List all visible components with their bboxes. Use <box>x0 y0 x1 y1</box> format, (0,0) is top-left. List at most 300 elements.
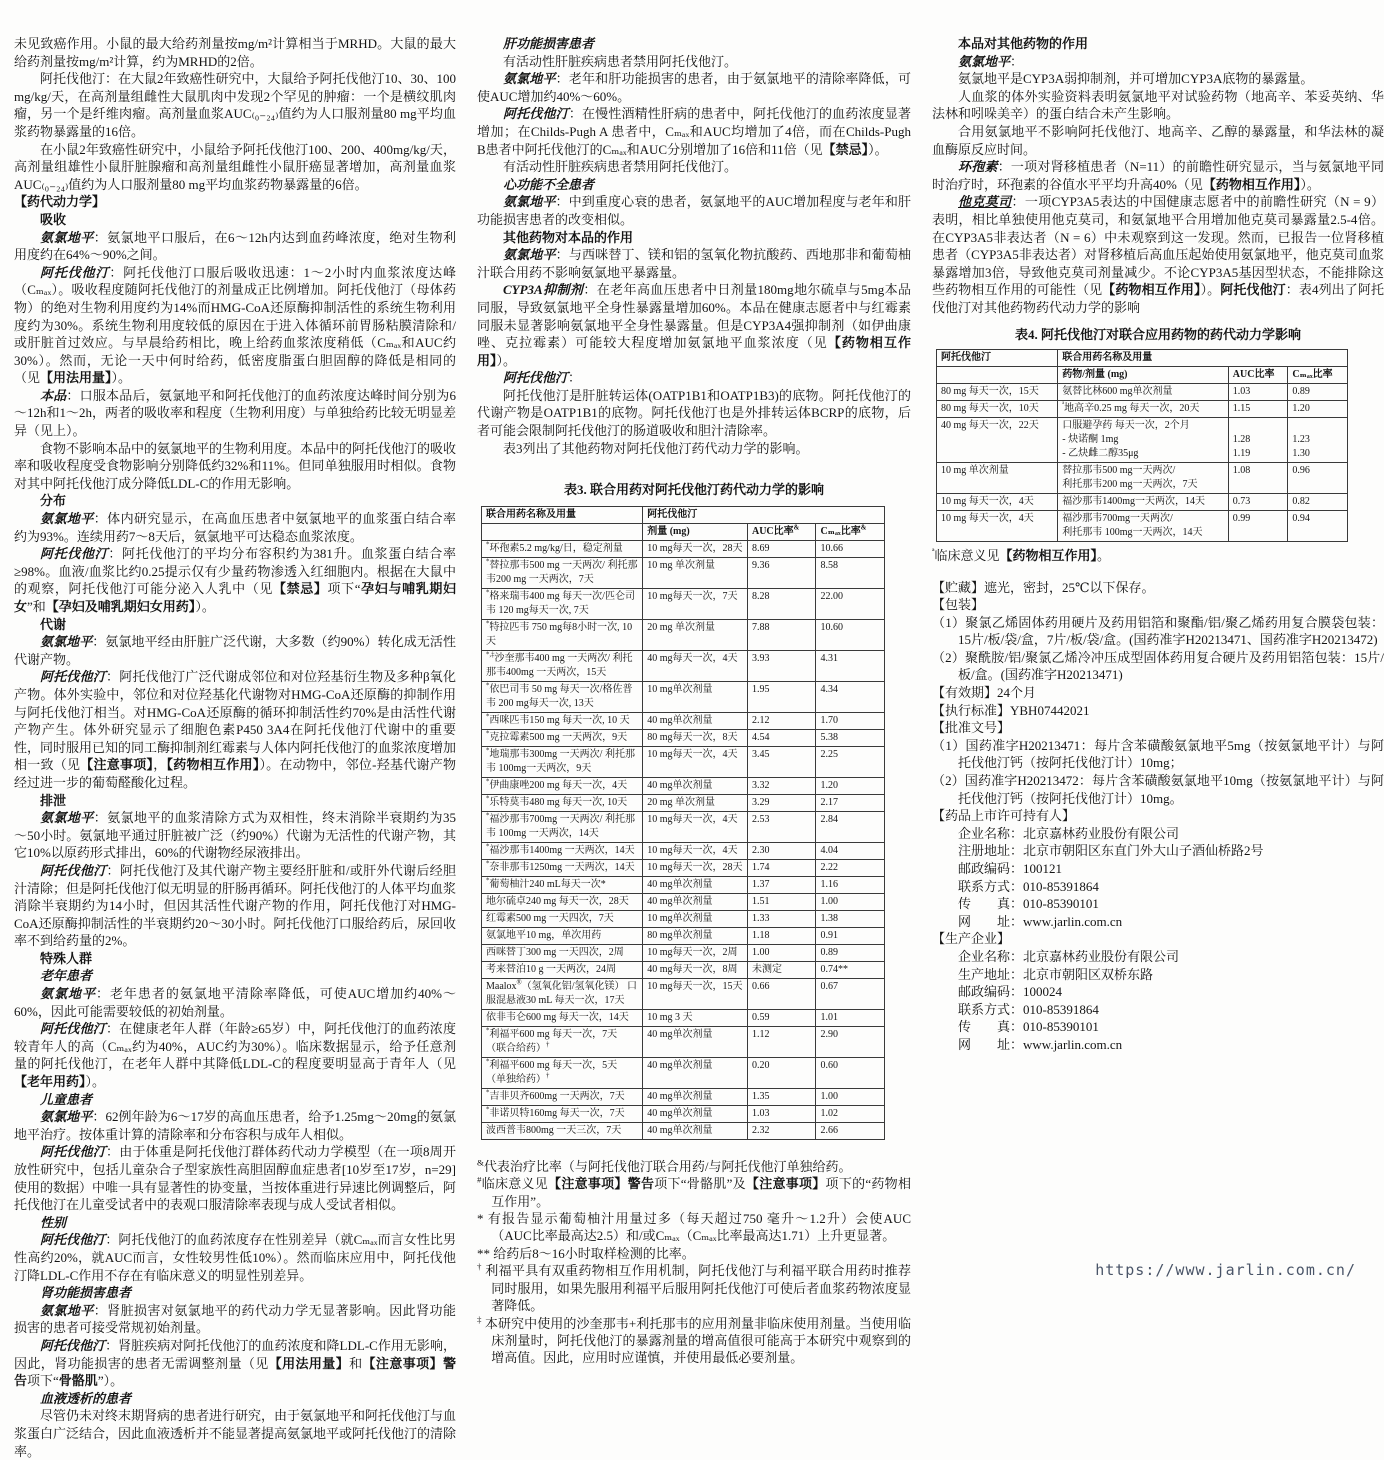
paragraph <box>932 88 1384 123</box>
text-run: 1.15 <box>1232 403 1251 415</box>
text-run: 20 mg 单次剂量 <box>647 621 715 633</box>
text-run: 40 mg每天一次，8周 <box>647 963 738 975</box>
table-cell <box>747 729 816 746</box>
table-cell <box>747 859 816 876</box>
table-cell <box>747 777 816 794</box>
text-emphasis: 孕妇与哺乳期妇女 <box>14 581 456 614</box>
text-run: 40 mg单次剂量 <box>647 878 713 890</box>
text-run: 食物不影响本品中的氨氯地平的生物利用度。本品中的阿托伐他汀的吸收率和吸收程度受食物影响分别降低约32%和11%。但同单独服用时相似。食物对其中阿托伐他汀成分降低LDL-C的作用无影响。 <box>14 440 457 491</box>
text-run: 联系方式：010-85391864 <box>958 878 1099 894</box>
text-emphasis: 阿托伐他汀 <box>40 264 110 280</box>
text-run: 利托那韦200 mg一天两次，7天 <box>1062 479 1198 491</box>
address-line <box>932 842 1384 860</box>
table-row <box>482 712 885 729</box>
text-emphasis: 特殊人群 <box>40 950 93 966</box>
text-run: 1.12 <box>751 1028 770 1040</box>
text-run: ：在老年高血压患者中日剂量180mg地尔硫卓与5mg本品同服，导致氨氯地平全身性暴露量增加60%。本品在健康志愿者中与红霉素同服未显著影响氨氯地平全身性暴露量。但是CYP3A4强抑制剂（如伊曲康唑、克拉霉素）可能较大程度增加氨氯地平血浆浓度（见 <box>477 282 911 351</box>
table-cell <box>816 876 885 893</box>
paragraph <box>14 1091 456 1109</box>
table-cell <box>816 893 885 910</box>
text-run: 替拉那韦500 mg 一天两次/ 利托那韦200 mg 一天两次，7天 <box>486 559 638 585</box>
table-header-cell <box>643 523 748 540</box>
text-run: 替拉那韦500 mg一天两次/ <box>1062 465 1176 477</box>
table-cell <box>482 588 643 619</box>
table-cell <box>937 384 1058 401</box>
text-run: 吉非贝齐600mg 一天两次，7天 <box>489 1090 625 1102</box>
paragraph <box>932 930 1384 948</box>
table-cell <box>482 978 643 1009</box>
text-run: ：在慢性酒精性肝病的患者中，阿托伐他汀的血药浓度显著增加；在Childs-Pugh A 患者中，Cₘₐₓ和AUC均增加了4倍，而在Childs-Pugh B患者中阿托伐他汀的Cₘₐₓ和AUC分别增加了16倍和11倍（见 <box>477 106 911 157</box>
paragraph <box>14 1143 456 1213</box>
list-item <box>932 649 1384 684</box>
text-run: ”和 <box>27 599 46 614</box>
text-run: ：中到重度心衰的患者，氨氯地平的AUC增加程度与老年和肝功能损害患者的改变相似。 <box>477 194 911 227</box>
text-run: 10 mg每天一次，2周 <box>647 946 738 958</box>
table-cell <box>643 893 748 910</box>
text-emphasis: 肝功能损害患者 <box>503 36 595 51</box>
table-cell <box>747 588 816 619</box>
table-row <box>482 1009 885 1026</box>
text-run: 生产地址：北京市朝阳区双桥东路 <box>958 966 1154 982</box>
table-cell <box>643 1026 748 1057</box>
text-run: 网 址：www.jarlin.com.cn <box>958 913 1123 929</box>
text-run: 0.59 <box>751 1011 770 1023</box>
table-cell <box>816 1026 885 1057</box>
text-run: 40 mg 每天一次，22天 <box>941 420 1039 432</box>
paragraph <box>14 545 456 615</box>
text-run: 邮政编码：100121 <box>958 861 1063 876</box>
table-row <box>482 588 885 619</box>
text-run: ）。 <box>868 141 888 157</box>
text-run: 10 mg每天一次，28天 <box>647 542 743 554</box>
text-emphasis: 【禁忌】 <box>822 141 869 157</box>
text-run: ： <box>1010 53 1024 69</box>
paragraph <box>14 1284 456 1302</box>
table-row <box>482 619 885 650</box>
table-cell <box>1228 418 1288 463</box>
watermark-url: https://www.jarlin.com.cn/ <box>1095 1261 1356 1279</box>
text-emphasis: 警告 <box>627 1176 655 1192</box>
table-row <box>937 511 1348 542</box>
text-run: 2.25 <box>820 748 838 760</box>
table-cell <box>643 910 748 927</box>
paragraph <box>14 1302 456 1337</box>
table-cell <box>482 910 643 927</box>
text-emphasis: 氨氯地平 <box>40 986 96 1002</box>
text-emphasis: 阿托伐他汀 <box>40 1144 107 1160</box>
text-run: 1.03 <box>751 1107 770 1119</box>
text-run: 1.00 <box>820 895 838 907</box>
text-run: 2.66 <box>820 1124 838 1136</box>
list-item <box>932 772 1384 807</box>
table-row <box>482 729 885 746</box>
text-run: 0.66 <box>751 980 770 992</box>
table-cell <box>643 588 748 619</box>
text-run: （1）聚氯乙烯固体药用硬片及药用铝箔和聚酯/铝/聚乙烯药用复合膜袋包装：15片/板/袋/盒，7片/板/袋/盒。(国药准字H20213471、国药准字H20213472) <box>932 614 1384 648</box>
table-cell <box>816 944 885 961</box>
address-line <box>932 878 1384 896</box>
text-run: 40 mg单次剂量 <box>647 1059 713 1071</box>
paragraph <box>932 684 1384 702</box>
text-emphasis: 药物/剂量 (mg) <box>1062 369 1128 381</box>
text-run: 10 mg 单次剂量 <box>941 465 1009 477</box>
table-cell <box>482 1057 643 1088</box>
table-cell <box>816 619 885 650</box>
table-cell <box>747 927 816 944</box>
text-emphasis: * <box>486 1089 490 1097</box>
table-cell <box>482 1009 643 1026</box>
text-run: 7.88 <box>751 621 770 633</box>
paragraph <box>477 387 911 440</box>
table-header-cell <box>747 523 816 540</box>
paragraph <box>932 35 1384 53</box>
text-emphasis: * <box>486 747 490 755</box>
table-row <box>482 859 885 876</box>
table-cell <box>643 650 748 681</box>
text-emphasis: 氨氯地平 <box>958 53 1011 69</box>
table-cell <box>816 1105 885 1122</box>
text-run: 企业名称：北京嘉林药业股份有限公司 <box>958 825 1180 841</box>
column-right <box>932 35 1384 1295</box>
table-cell <box>816 927 885 944</box>
text-run: 10 mg每天一次，15天 <box>647 980 743 992</box>
text-run: （2）聚酰胺/铝/聚氯乙烯冷冲压成型固体药用复合硬片及药用铝箔包装：15片/板/盒。(国药准字H20213471) <box>932 649 1384 683</box>
text-run: 1.33 <box>751 912 770 924</box>
table-title <box>477 481 911 499</box>
text-emphasis: 阿托伐他汀 <box>40 1232 106 1248</box>
paragraph <box>477 193 911 228</box>
text-run: ：与西咪替丁、镁和铝的氢氧化物抗酸药、西地那非和葡萄柚汁联合用药不影响氨氯地平暴露量。 <box>477 247 911 280</box>
text-run: ：一项对肾移植患者（N=11）的前瞻性研究显示，当与氨氯地平同时治疗时，环孢素的谷值水平平均升高40%（见 <box>932 159 1384 192</box>
table-cell <box>643 944 748 961</box>
text-run: 阿托伐他汀是肝脏转运体(OATP1B1和OATP1B3)的底物。阿托伐他汀的代谢产物是OATP1B1的底物。阿托伐他汀也是外排转运体BCRP的底物，后者可能会限制阿托伐他汀的肠道吸收和胆汁清除率。 <box>477 387 911 439</box>
text-run: 【执行标准】YBH07442021 <box>932 702 1090 718</box>
paragraph <box>14 668 456 791</box>
text-emphasis: 肾功能损害患者 <box>40 1285 132 1301</box>
table-cell <box>643 978 748 1009</box>
table-cell <box>482 1026 643 1057</box>
text-run: 80 mg 每天一次，15天 <box>941 386 1039 398</box>
table-cell <box>937 401 1058 418</box>
text-run: 伊曲康唑200 mg 每天一次，4天 <box>489 779 628 791</box>
text-run: ：阿托伐他汀的血药浓度存在性别差异（就Cₘₐₓ而言女性比男性高约20%，就AUC而言，女性较男性低10%）。然而临床应用中，阿托伐他汀降LDL-C作用不存在有临床意义的明显性别差异。 <box>14 1232 456 1283</box>
text-run: 1.00 <box>751 946 770 958</box>
text-run: 0.89 <box>1292 386 1310 398</box>
text-emphasis: 表4. 阿托伐他汀对联合应用药物的药代动力学影响 <box>1014 326 1301 342</box>
text-run: 1.35 <box>751 1090 770 1102</box>
text-run: 1.28 <box>1232 434 1251 446</box>
text-emphasis: 联合用药名称及用量 <box>486 508 576 520</box>
table-cell <box>816 811 885 842</box>
text-run: ）。 <box>1300 176 1320 192</box>
text-run: ：阿托伐他汀口服后吸收迅速：1～2小时内血浆浓度达峰（Cₘₐₓ）。吸收程度随阿托伐他汀的剂量成正比例增加。阿托伐他汀（母体药物）的绝对生物利用度约为14%而HMG-CoA还原酶抑制活性的系统生物利用度约为30%。系统生物利用度较低的原因在于进入体循环前胃肠粘膜清除和/或肝脏首过效应。与早晨给药相比，晚上给药血浆浓度稍低（Cₘₐₓ和AUC约30%）。然而，无论一天中何时给药，低密度脂蛋白胆固醇的降低是相同的（见 <box>14 264 456 386</box>
text-run: 40 mg单次剂量 <box>647 714 713 726</box>
text-run: ** 给药后8～16小时取样检测的比率。 <box>477 1245 695 1261</box>
text-run: 10 mg 每天一次，4天 <box>941 513 1034 525</box>
text-run: * 有报告显示葡萄柚汁用量过多（每天超过750 毫升～1.2升）会使AUC（AUC比率最高达2.5）和/或Cₘₐₓ（Cₘₐₓ比率最高达1.71）上升更显著。 <box>477 1211 911 1244</box>
table-cell <box>482 811 643 842</box>
text-run: 代表治疗比率（与阿托伐他汀联合用药/与阿托伐他汀单独给药。 <box>483 1158 852 1174</box>
text-run: 3.32 <box>751 779 770 791</box>
text-run: ）。 <box>85 1074 106 1090</box>
paragraph <box>932 53 1384 71</box>
text-emphasis: CYP3A抑制剂 <box>503 282 584 298</box>
text-run: 【药品上市许可持有人】 <box>932 808 1076 824</box>
table-cell <box>482 859 643 876</box>
table-cell <box>482 650 643 681</box>
paragraph <box>14 616 456 634</box>
text-emphasis: 【注意事项】 <box>80 757 154 773</box>
table-cell <box>1288 511 1348 542</box>
list-item <box>932 737 1384 772</box>
table-cell <box>482 927 643 944</box>
text-run: 40 mg每天一次，4天 <box>647 652 738 664</box>
text-run: ：阿托伐他汀广泛代谢成邻位和对位羟基衍生物及多种β氧化产物。体外实验中，邻位和对位羟基化代谢物对HMG-CoA还原酶的抑制作用与阿托伐他汀相当。对HMG-CoA还原酶的循环抑制活性约70%是由活性代谢产物产生。体外研究显示了细胞色素P450 3A4在阿托伐他汀代谢中的重要性，同时服用已知的同工酶抑制剂红霉素与人体内阿托伐他汀的血浆浓度增加相一致（见 <box>14 669 457 773</box>
text-run: 0.96 <box>1292 465 1310 477</box>
text-emphasis: 【药物相互作用】 <box>999 548 1097 564</box>
footnote <box>477 1262 911 1314</box>
text-run: 1.51 <box>751 895 770 907</box>
text-run: 地尔硫卓240 mg 每天一次，28天 <box>486 895 629 907</box>
table-cell <box>643 729 748 746</box>
text-emphasis: Cₘₐₓ比率 <box>1292 369 1333 381</box>
table-cell <box>747 811 816 842</box>
text-run: 利福平600 mg 每天一次，7天 （联合给药） <box>486 1028 618 1054</box>
table-cell <box>643 859 748 876</box>
table-row <box>482 1088 885 1105</box>
text-run: 0.82 <box>1292 496 1310 508</box>
text-run: 1.38 <box>820 912 838 924</box>
spacer <box>932 565 1384 579</box>
text-emphasis: 【药物相互作用】 <box>1102 282 1201 298</box>
table-cell <box>1288 494 1348 511</box>
paragraph <box>14 985 456 1020</box>
text-run: ：氨氯地平的血浆清除方式为双相性，终末消除半衰期约为35～50小时。氨氯地平通过肝脏被广泛（约90%）代谢为无活性的代谢产物，其它10%以原药形式排出，60%的代谢物经尿液排出。 <box>14 810 456 861</box>
text-run: 0.99 <box>1232 513 1251 525</box>
text-run: （1）国药准字H20213471：每片含苯磺酸氨氯地平5mg（按氨氯地平计）与阿托伐他汀钙（按阿托伐他汀计）10mg； <box>932 737 1384 771</box>
text-emphasis: 心功能不全患者 <box>503 176 595 192</box>
table-cell <box>643 777 748 794</box>
table-row <box>482 1057 885 1088</box>
footnote <box>477 1210 911 1245</box>
text-run: 10 mg每天一次，4天 <box>647 844 738 856</box>
paragraph <box>14 862 456 950</box>
address-line <box>932 948 1384 966</box>
table-cell <box>937 463 1058 494</box>
text-run: 1.08 <box>1232 465 1251 477</box>
table-cell <box>643 681 748 712</box>
text-emphasis: * <box>486 558 490 566</box>
text-run: 1.03 <box>1232 386 1251 398</box>
paragraph <box>14 1108 456 1143</box>
text-emphasis: 骨骼肌 <box>58 1373 98 1389</box>
text-run: 2.84 <box>820 813 838 825</box>
text-emphasis: *,‡ <box>486 651 495 659</box>
table-cell <box>1228 463 1288 494</box>
text-run: 阿托伐他汀：在大鼠2年致癌性研究中，大鼠给予阿托伐他汀10、30、100 mg/kg/天，在高剂量组雌性大鼠肌肉中发现2个罕见的肿瘤：一个是横纹肌肉瘤，另一个是纤维肉瘤。高剂量血浆AUC₍₀₋₂₄₎值约为人口服剂量80 mg平均血浆药物暴露量的16倍。 <box>14 71 457 139</box>
text-emphasis: * <box>486 860 490 868</box>
text-emphasis: 吸收 <box>40 211 67 227</box>
text-run: 【贮藏】遮光，密封，25℃以下保存。 <box>932 579 1155 595</box>
table-row <box>482 927 885 944</box>
table-cell <box>643 540 748 557</box>
table-row <box>937 418 1348 463</box>
text-emphasis: 【老年用药】 <box>14 1074 86 1090</box>
text-run: 10.66 <box>820 542 843 554</box>
text-run: 氨氯地平10 mg，单次用药 <box>486 929 602 941</box>
text-emphasis: 本品对其他药物的作用 <box>958 36 1089 51</box>
paragraph <box>14 950 456 968</box>
text-run: 项下“骨骼肌”及 <box>654 1176 746 1192</box>
table-cell <box>747 650 816 681</box>
text-emphasis: * <box>486 843 490 851</box>
address-line <box>932 895 1384 913</box>
table-row <box>937 494 1348 511</box>
table-cell <box>482 961 643 978</box>
text-run: 2.32 <box>751 1124 770 1136</box>
table-cell <box>482 1088 643 1105</box>
table-cell <box>816 712 885 729</box>
text-run: ：老年患者的氨氯地平清除率降低，可使AUC增加约40%～60%，因此可能需要较低的初始剂量。 <box>14 986 456 1019</box>
table-header-cell <box>816 523 885 540</box>
paragraph <box>932 158 1384 193</box>
table-cell <box>482 842 643 859</box>
paragraph <box>477 229 911 247</box>
text-run: 4.54 <box>751 731 770 743</box>
text-emphasis: 【注意事项】 <box>745 1176 826 1192</box>
text-run: 8.69 <box>751 542 770 554</box>
table-cell <box>1058 418 1229 463</box>
text-run: 1.70 <box>820 714 838 726</box>
text-emphasis: & <box>793 524 800 532</box>
table-row <box>482 1026 885 1057</box>
text-run: ：肾脏损害对氨氯地平的药代动力学无显著影响。因此肾功能损害的患者可接受常规初始剂量。 <box>14 1302 456 1336</box>
text-run: 1.30 <box>1292 448 1310 460</box>
table-cell <box>643 1009 748 1026</box>
text-run: ：一项CYP3A5表达的中国健康志愿者中的前瞻性研究（N = 9）表明，相比单独使用他克莫司，和氨氯地平合用增加他克莫司暴露量2.5-4倍。在CYP3A5非表达者（N = 6）中未观察到这一发现。然而，已报告一位肾移植患者（CYP3A5非表达者）对肾移植后高血压起始使用氨氯地平，他克莫司血浆暴露增加3倍，导致他克莫司剂量减少。不论CYP3A5基因型状态，不能排除这些药物相互作用的可能性（见 <box>932 194 1384 298</box>
text-emphasis: 氨氯地平 <box>40 810 94 826</box>
text-emphasis: * <box>486 812 490 820</box>
text-run: ：体内研究显示，在高血压患者中氨氯地平的血浆蛋白结合率约为93%。连续用药7～8天后，氨氯地平可达稳态血浆浓度。 <box>14 511 456 544</box>
text-run: ：阿托伐他汀的平均分布容积约为381升。血浆蛋白结合率≥98%。血液/血浆比约0.25提示仅有少量药物渗透入红细胞内。根据在大鼠中的观察，阿托伐他汀可能分泌入人乳中（见 <box>14 546 456 597</box>
text-run: ：氨氯地平经由肝脏广泛代谢，大多数（约90%）转化成无活性代谢产物。 <box>14 634 456 667</box>
text-run: 20 mg 单次剂量 <box>647 796 715 808</box>
table-cell <box>482 619 643 650</box>
text-emphasis: 【药代动力学】 <box>14 194 106 210</box>
table-cell <box>482 746 643 777</box>
table-cell <box>816 540 885 557</box>
paragraph <box>932 702 1384 720</box>
table-cell <box>747 842 816 859</box>
text-emphasis: 他克莫司 <box>958 194 1012 210</box>
text-run: 红霉素500 mg 一天四次，7天 <box>486 912 614 924</box>
text-emphasis: * <box>486 620 490 628</box>
paragraph <box>932 123 1384 158</box>
text-emphasis: 阿托伐他汀 <box>503 370 569 386</box>
table-cell <box>747 746 816 777</box>
table-cell <box>747 1105 816 1122</box>
text-run: 企业名称：北京嘉林药业股份有限公司 <box>958 948 1180 964</box>
text-emphasis: 氨氯地平 <box>40 634 93 650</box>
table-cell <box>937 418 1058 463</box>
text-run: 0.67 <box>820 980 838 992</box>
text-emphasis: 阿托伐他汀 <box>503 106 569 122</box>
paragraph <box>932 70 1384 88</box>
text-emphasis: * <box>486 541 490 549</box>
table-row <box>482 794 885 811</box>
table-row <box>482 876 885 893</box>
text-run: （氢氧化铝/氢氧化镁） 口服混悬液30 mL 每天一次，17天 <box>486 980 637 1006</box>
table-row <box>937 384 1348 401</box>
text-emphasis: 【药物相互作用】 <box>166 757 260 773</box>
text-run: ）。 <box>496 352 517 368</box>
table-cell <box>816 650 885 681</box>
text-run: 0.89 <box>820 946 838 958</box>
column-middle <box>477 35 911 1366</box>
table-cell <box>643 927 748 944</box>
table-cell <box>482 777 643 794</box>
text-run: 未见致癌作用。小鼠的最大给药剂量按mg/m²计算相当于MRHD。大鼠的最大给药剂量按mg/m²计算，约为MRHD的2倍。 <box>14 36 456 69</box>
text-run: 0.20 <box>751 1059 770 1071</box>
text-run: 有活动性肝脏疾病患者禁用阿托伐他汀。 <box>503 159 738 175</box>
table-row <box>937 401 1348 418</box>
text-run: 40 mg单次剂量 <box>647 779 713 791</box>
text-emphasis: 氨氯地平 <box>40 229 94 245</box>
footnote <box>477 1245 911 1262</box>
footnote <box>932 547 1384 564</box>
text-run: 4.04 <box>820 844 838 856</box>
column-left <box>14 35 457 1459</box>
table-cell <box>482 893 643 910</box>
paragraph <box>14 1390 456 1408</box>
table-cell <box>643 842 748 859</box>
paragraph <box>477 53 911 71</box>
paragraph <box>932 807 1384 825</box>
table-cell <box>747 794 816 811</box>
text-run: 2.53 <box>751 813 770 825</box>
text-run: 和 <box>349 1355 363 1371</box>
table-cell <box>482 712 643 729</box>
text-emphasis: & <box>860 524 867 532</box>
text-run: 【生产企业】 <box>932 931 1011 947</box>
footnote <box>477 1175 911 1210</box>
text-emphasis: * <box>486 778 490 786</box>
text-emphasis: 【禁忌】 <box>272 581 328 597</box>
text-run: 1.20 <box>1292 403 1310 415</box>
table-cell <box>643 557 748 588</box>
table-row <box>482 978 885 1009</box>
paragraph <box>14 1020 456 1090</box>
table-cell <box>816 681 885 712</box>
table-cell <box>482 557 643 588</box>
paragraph <box>477 35 911 53</box>
text-emphasis: ® <box>516 979 522 987</box>
table-title <box>932 326 1384 344</box>
text-run: 奈非那韦1250mg 一天两次，14天 <box>489 861 635 873</box>
text-run: 考来替泊10 g 一天两次，24周 <box>486 963 616 975</box>
table-cell <box>747 910 816 927</box>
table-cell <box>747 961 816 978</box>
table-cell <box>1228 401 1288 418</box>
table-cell <box>816 978 885 1009</box>
table-row <box>482 961 885 978</box>
table-cell <box>816 746 885 777</box>
text-run: 10 mg 3 天 <box>647 1011 693 1023</box>
text-emphasis: 阿托伐他汀 <box>941 352 991 364</box>
text-run: （2）国药准字H20213472：每片含苯磺酸氨氯地平10mg（按氨氯地平计）与阿托伐他汀钙（按阿托伐他汀计）10mg。 <box>932 773 1384 806</box>
paragraph <box>14 229 456 264</box>
paragraph <box>477 70 911 105</box>
